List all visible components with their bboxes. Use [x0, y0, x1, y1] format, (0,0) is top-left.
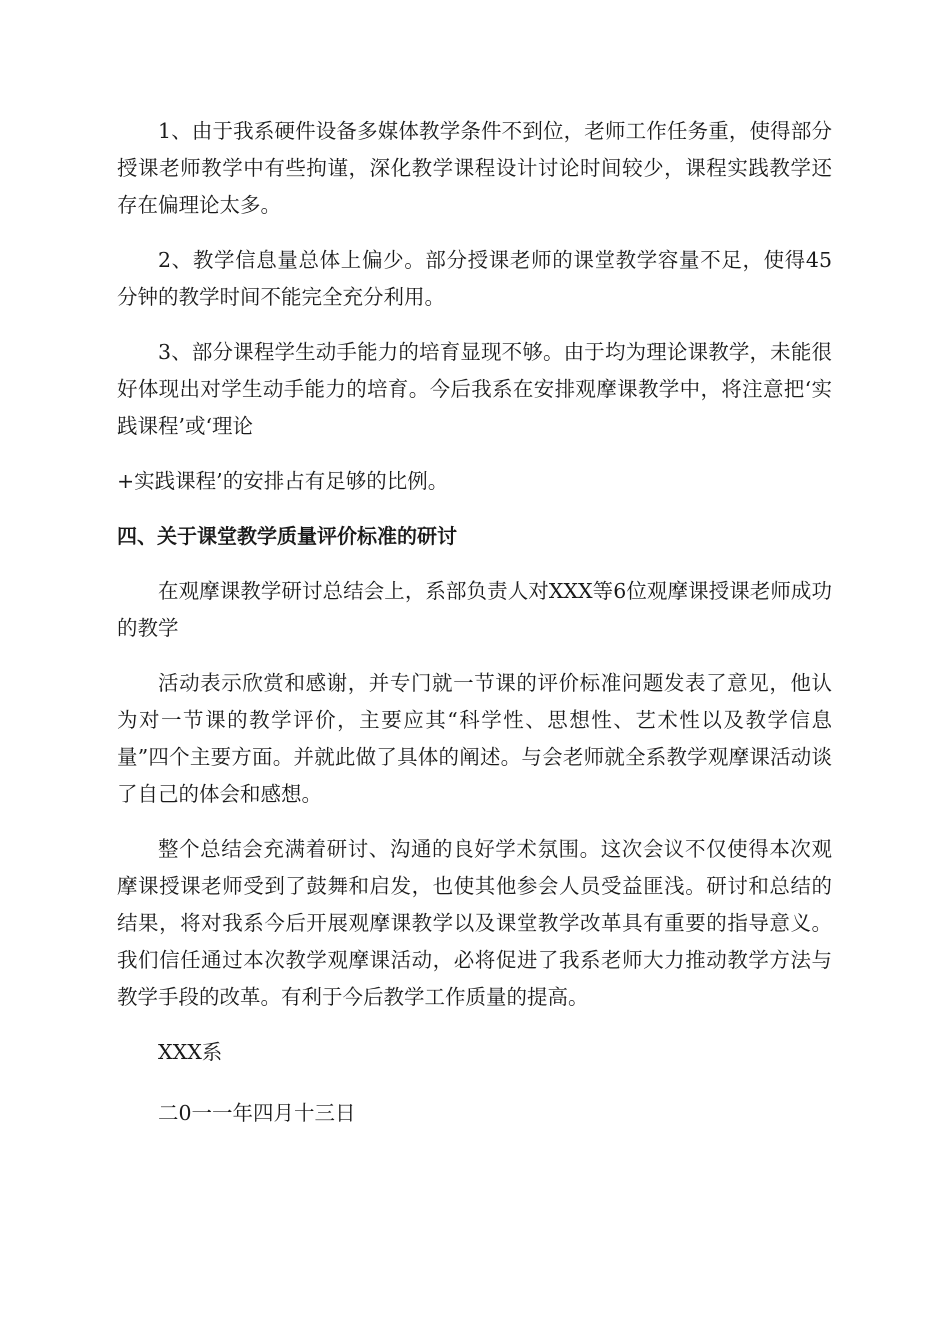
paragraph-summary-2: 活动表示欣赏和感谢，并专门就一节课的评价标准问题发表了意见，他认为对一节课的教学评价，主要应其“科学性、思想性、艺术性以及教学信息量”四个主要方面。并就此做了具体的阐述。与会老师就全系教学观摩课活动谈了自己的体会和感想。	[117, 671, 832, 806]
signature-date: 二0一一年四月十三日	[158, 1101, 356, 1125]
signature-department: XXX系	[158, 1040, 223, 1064]
paragraph-issue-2: 2、教学信息量总体上偏少。部分授课老师的课堂教学容量不足，使得45分钟的教学时间不能完全充分利用。	[117, 248, 832, 309]
section-heading: 四、关于课堂教学质量评价标准的研讨	[117, 524, 457, 548]
paragraph-issue-1: 1、由于我系硬件设备多媒体教学条件不到位，老师工作任务重，使得部分授课老师教学中有些拘谨，深化教学课程设计讨论时间较少，课程实践教学还存在偏理论太多。	[117, 119, 832, 217]
paragraph-issue-3: 3、部分课程学生动手能力的培育显现不够。由于均为理论课教学，未能很好体现出对学生动手能力的培育。今后我系在安排观摩课教学中，将注意把‘实践课程’或‘理论	[117, 340, 832, 438]
paragraph-issue-3-continued: +实践课程’的安排占有足够的比例。	[117, 469, 449, 493]
paragraph-summary-1: 在观摩课教学研讨总结会上，系部负责人对XXX等6位观摩课授课老师成功的教学	[117, 579, 832, 640]
document-page	[117, 113, 832, 1150]
paragraph-summary-3: 整个总结会充满着研讨、沟通的良好学术氛围。这次会议不仅使得本次观摩课授课老师受到了鼓舞和启发，也使其他参会人员受益匪浅。研讨和总结的结果，将对我系今后开展观摩课教学以及课堂教学改革具有重要的指导意义。我们信任通过本次教学观摩课活动，必将促进了我系老师大力推动教学方法与教学手段的改革。有利于今后教学工作质量的提高。	[117, 837, 832, 1009]
